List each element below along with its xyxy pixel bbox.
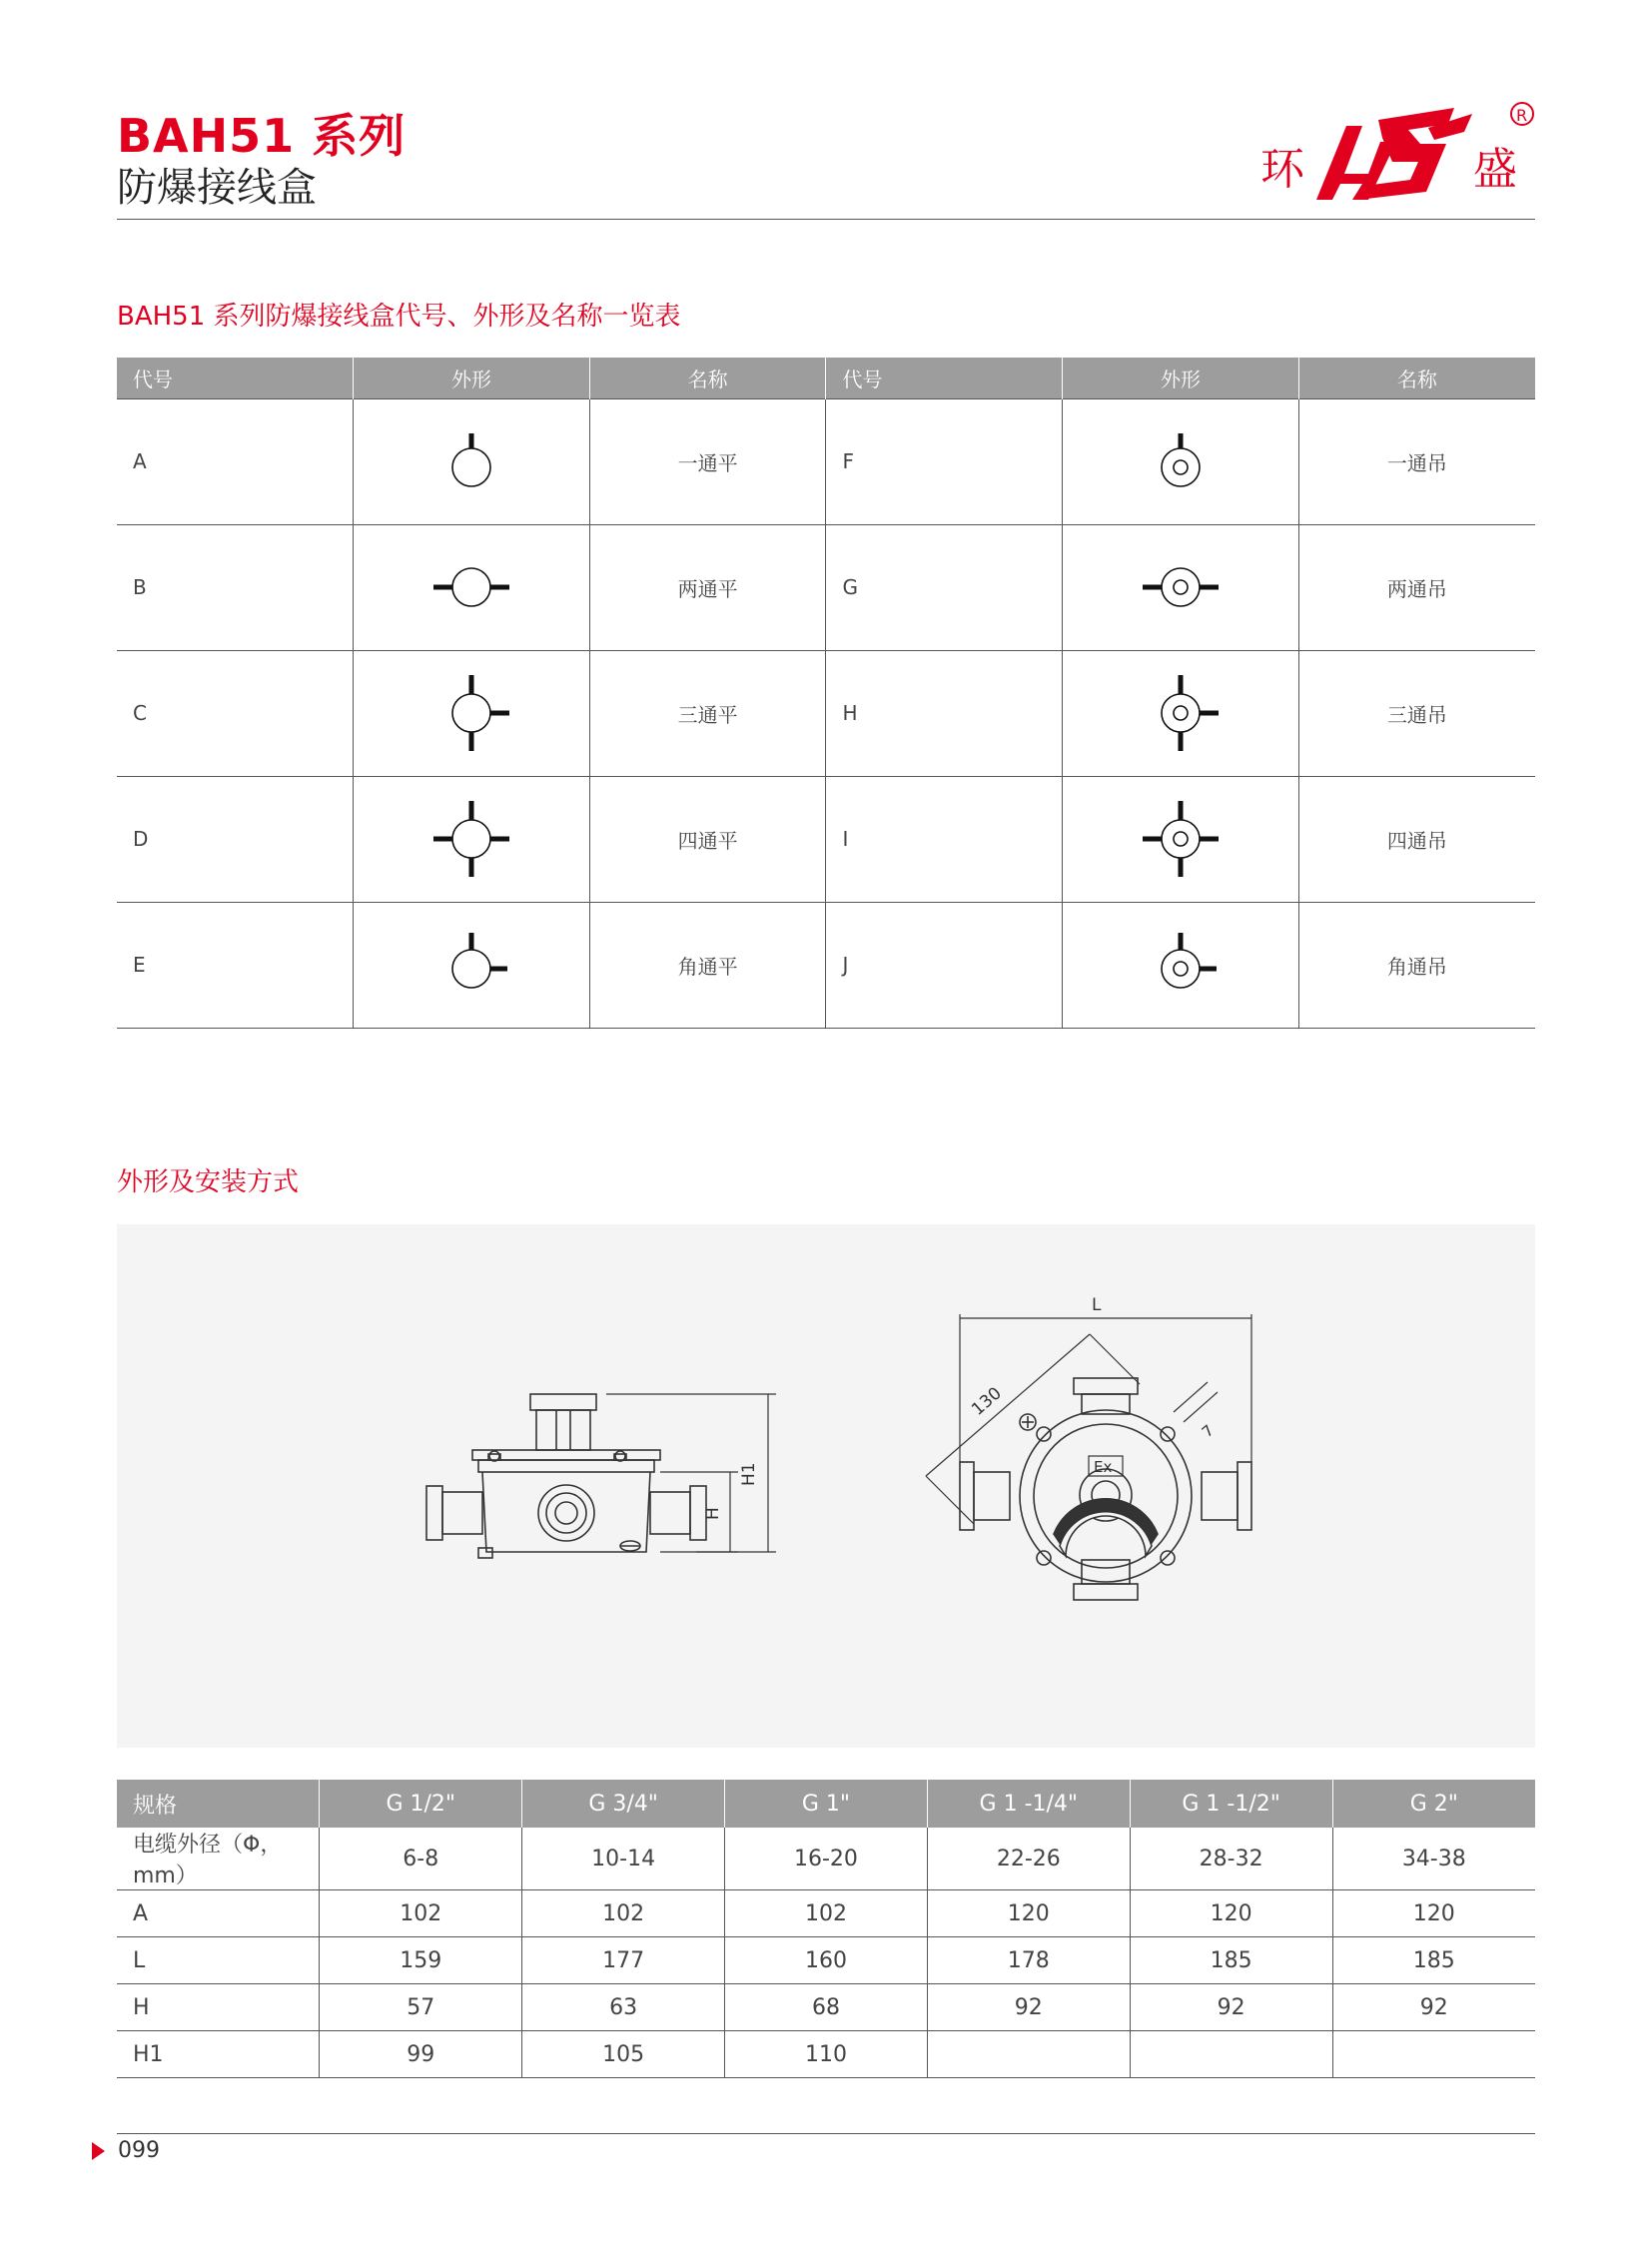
drawing-area	[117, 1224, 1535, 1748]
spec-cell: 99	[320, 2031, 522, 2078]
shape-cell	[354, 902, 590, 1028]
col-header-code-2: 代号	[826, 358, 1063, 398]
shape-cell	[354, 524, 590, 650]
length-dimensions	[926, 1314, 1251, 1524]
code-cell: F	[826, 398, 1063, 524]
angle-way-hanging-icon	[1141, 925, 1221, 1005]
code-cell: I	[826, 776, 1063, 902]
name-cell: 四通平	[589, 776, 826, 902]
table-row	[117, 902, 1535, 1028]
spec-cell: 92	[1130, 1984, 1332, 2031]
spec-cell	[1332, 2031, 1535, 2078]
spec-cell: 110	[725, 2031, 928, 2078]
col-header-name: 名称	[589, 358, 826, 398]
spec-row-label: A	[117, 1890, 320, 1937]
code-cell: A	[117, 398, 354, 524]
three-way-hanging-icon	[1141, 673, 1221, 753]
one-way-flat-icon	[431, 421, 511, 501]
dim-label-130: 130	[968, 1383, 1006, 1420]
logo-char-right: 盛	[1473, 144, 1517, 195]
spec-cell: 68	[725, 1984, 928, 2031]
spec-header-size: G 1 -1/4"	[927, 1780, 1130, 1828]
spec-cell: 160	[725, 1937, 928, 1984]
product-title: 防爆接线盒	[117, 165, 317, 211]
spec-cell: 120	[927, 1890, 1130, 1937]
name-cell: 角通吊	[1298, 902, 1535, 1028]
shape-cell	[354, 776, 590, 902]
spec-cell: 105	[522, 2031, 725, 2078]
col-header-code: 代号	[117, 358, 354, 398]
name-cell: 三通平	[589, 650, 826, 776]
technical-drawing	[117, 1224, 1535, 1748]
table-row	[117, 1984, 1535, 2031]
spec-cell: 159	[320, 1937, 522, 1984]
logo-char-left: 环	[1260, 144, 1304, 195]
spec-cell	[927, 2031, 1130, 2078]
code-table-title: BAH51 系列防爆接线盒代号、外形及名称一览表	[117, 302, 681, 332]
name-cell: 一通平	[589, 398, 826, 524]
side-view-drawing	[426, 1394, 706, 1558]
svg-text:R: R	[1516, 106, 1528, 125]
code-cell: D	[117, 776, 354, 902]
spec-cell: 102	[725, 1890, 928, 1937]
col-header-shape: 外形	[354, 358, 590, 398]
spec-header-label: 规格	[117, 1780, 320, 1828]
one-way-hanging-icon	[1141, 421, 1221, 501]
code-cell: H	[826, 650, 1063, 776]
table-row	[117, 1828, 1535, 1890]
dim-label-7: 7	[1198, 1421, 1218, 1442]
code-cell: E	[117, 902, 354, 1028]
shape-cell	[1063, 650, 1299, 776]
two-way-hanging-icon	[1141, 547, 1221, 627]
table-row	[117, 524, 1535, 650]
name-cell: 角通平	[589, 902, 826, 1028]
spec-cell	[1130, 2031, 1332, 2078]
spec-row-label: H	[117, 1984, 320, 2031]
table-row	[117, 1937, 1535, 1984]
spec-row-label: H1	[117, 2031, 320, 2078]
name-cell: 两通吊	[1298, 524, 1535, 650]
angle-way-flat-icon	[431, 925, 511, 1005]
page-marker-icon	[92, 2142, 105, 2160]
code-cell: C	[117, 650, 354, 776]
name-cell: 一通吊	[1298, 398, 1535, 524]
spec-table	[117, 1780, 1535, 2078]
spec-cell: 120	[1130, 1890, 1332, 1937]
two-way-flat-icon	[431, 547, 511, 627]
page-number: 099	[118, 2138, 160, 2163]
dim-label-h1: H1	[739, 1462, 759, 1486]
four-way-hanging-icon	[1141, 799, 1221, 879]
table-row	[117, 398, 1535, 524]
shape-cell	[1063, 902, 1299, 1028]
ex-mark-label: Ex	[1094, 1458, 1113, 1476]
col-header-shape-2: 外形	[1063, 358, 1299, 398]
table-row	[117, 776, 1535, 902]
col-header-name-2: 名称	[1298, 358, 1535, 398]
spec-header-size: G 1 -1/2"	[1130, 1780, 1332, 1828]
spec-cell: 185	[1130, 1937, 1332, 1984]
code-cell: B	[117, 524, 354, 650]
name-cell: 三通吊	[1298, 650, 1535, 776]
dim-label-h: H	[703, 1507, 723, 1520]
spec-cell: 120	[1332, 1890, 1535, 1937]
dim-label-l: L	[1092, 1295, 1102, 1315]
spec-header-size: G 1/2"	[320, 1780, 522, 1828]
table-row	[117, 650, 1535, 776]
spec-header-size: G 2"	[1332, 1780, 1535, 1828]
shape-cell	[354, 398, 590, 524]
spec-cell: 63	[522, 1984, 725, 2031]
spec-cell: 57	[320, 1984, 522, 2031]
table-row	[117, 1890, 1535, 1937]
shape-cell	[1063, 524, 1299, 650]
code-table	[117, 358, 1535, 1029]
spec-row-label: L	[117, 1937, 320, 1984]
name-cell: 两通平	[589, 524, 826, 650]
spec-cell: 102	[522, 1890, 725, 1937]
top-view-drawing	[960, 1378, 1251, 1600]
name-cell: 四通吊	[1298, 776, 1535, 902]
four-way-flat-icon	[431, 799, 511, 879]
brand-logo	[1258, 96, 1538, 212]
logo-hs-mark-icon	[1316, 108, 1472, 200]
table-row	[117, 2031, 1535, 2078]
spec-cell: 6-8	[320, 1828, 522, 1890]
spec-cell: 177	[522, 1937, 725, 1984]
shape-cell	[1063, 398, 1299, 524]
code-cell: G	[826, 524, 1063, 650]
spec-header-size: G 3/4"	[522, 1780, 725, 1828]
shape-cell	[354, 650, 590, 776]
shape-cell	[1063, 776, 1299, 902]
footer-divider	[117, 2133, 1535, 2134]
spec-cell: 92	[1332, 1984, 1535, 2031]
spec-cell: 178	[927, 1937, 1130, 1984]
header-divider	[117, 219, 1535, 220]
spec-cell: 16-20	[725, 1828, 928, 1890]
spec-cell: 34-38	[1332, 1828, 1535, 1890]
spec-header-size: G 1"	[725, 1780, 928, 1828]
spec-cell: 28-32	[1130, 1828, 1332, 1890]
installation-title: 外形及安装方式	[117, 1167, 300, 1197]
spec-cell: 10-14	[522, 1828, 725, 1890]
spec-cell: 92	[927, 1984, 1130, 2031]
series-title: BAH51 系列	[117, 109, 407, 163]
spec-cell: 22-26	[927, 1828, 1130, 1890]
spec-cell: 102	[320, 1890, 522, 1937]
code-cell: J	[826, 902, 1063, 1028]
three-way-flat-icon	[431, 673, 511, 753]
spec-cell: 185	[1332, 1937, 1535, 1984]
spec-row-label: 电缆外径（Φ，mm）	[117, 1828, 320, 1890]
